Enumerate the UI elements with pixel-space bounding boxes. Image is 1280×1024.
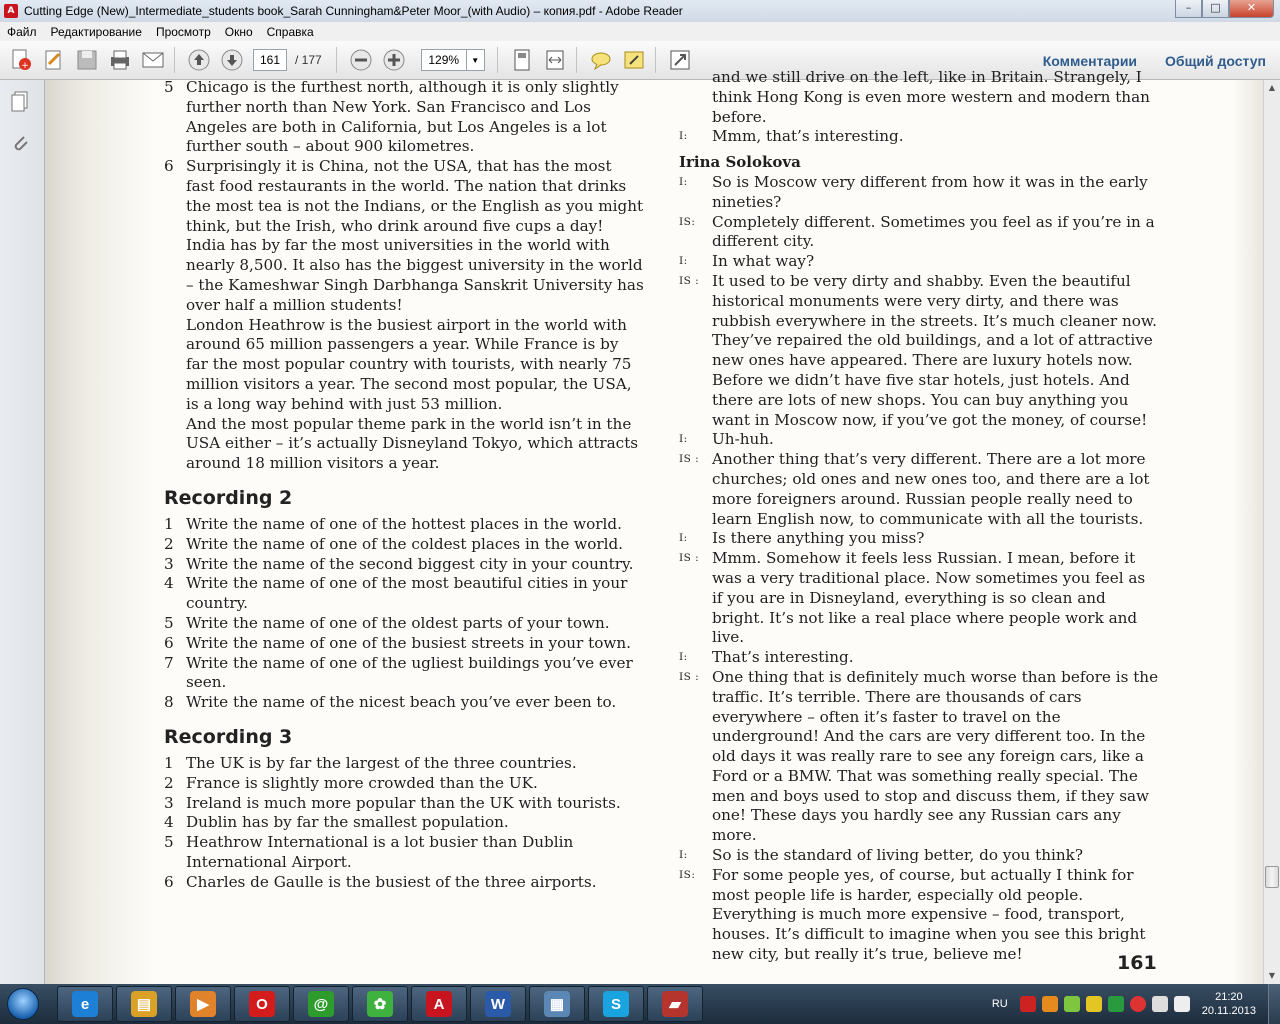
dialogue [679,173,1159,965]
toolbar-separator [497,47,498,73]
item-number: 2 [164,773,174,792]
vertical-scrollbar[interactable] [1263,80,1280,984]
item-text: Charles de Gaulle is the busiest of the three airports. [186,872,597,891]
list-item [164,78,644,157]
taskbar-app-icon: A [426,991,452,1017]
item-text: Write the name of the second biggest city in your country. [186,554,634,573]
app-tray-icon[interactable] [1130,996,1146,1012]
scroll-up-icon[interactable]: ▲ [1268,83,1276,92]
item-text: Write the name of one of the hottest places in the world. [186,514,622,533]
dialogue-line [679,668,1159,846]
zoom-in-icon[interactable] [379,45,409,75]
item-text: Chicago is the furthest north, although it is only slightly further north than New York. San Francisco and Los Angeles are both in California, but Los Angeles is a lot further south – about 900 kilometres. [186,78,619,156]
windows-logo-icon [7,988,39,1020]
speaker-label: I: [679,651,688,664]
item-number: 1 [164,753,174,772]
print-icon[interactable] [105,45,135,75]
highlight-icon[interactable] [619,45,649,75]
list-item [164,654,644,694]
dialogue-line [679,252,1159,272]
close-button[interactable]: ✕ [1229,0,1274,18]
menu-view[interactable]: Просмотр [155,24,211,39]
item-number: 7 [164,653,174,672]
navigation-pane [0,80,45,984]
list-item [164,555,644,575]
start-button[interactable] [0,984,46,1024]
item-number: 4 [164,813,174,832]
item-number: 6 [164,633,174,652]
taskbar-app-icon: O [249,991,275,1017]
dialogue-line [679,68,1159,127]
zoom-out-icon[interactable] [346,45,376,75]
dialogue-line [679,213,1159,253]
speaker-label: IS : [679,274,700,287]
minimize-button[interactable]: – [1175,0,1202,18]
maximize-button[interactable]: □ [1202,0,1229,18]
dialogue-text: So is Moscow very different from how it was in the early nineties? [712,172,1148,211]
page-number-input[interactable]: 161 [253,49,287,71]
dialogue-text: For some people yes, of course, but actually I think for most people life is harder, especially old people. Everything is much more expensive – food, transport, houses. It’s difficult to imagine when you see this bright new city, but really it’s true, believe me! [712,865,1146,964]
list-item [164,614,644,634]
network-icon[interactable] [1152,996,1168,1012]
taskbar-app-button[interactable] [293,986,349,1022]
dialogue-line [679,648,1159,668]
menu-edit[interactable]: Редактирование [50,24,142,39]
item-number: 3 [164,554,174,573]
item-text: Dublin has by far the smallest population. [186,813,509,832]
attachments-icon[interactable] [9,132,31,154]
item-text: Write the name of one of the oldest parts of your town. [186,613,610,632]
page-number: 161 [1117,952,1157,974]
dialogue-text: In what way? [712,252,815,271]
show-desktop-button[interactable] [1268,984,1280,1024]
dialogue-line [679,866,1159,965]
item-number: 4 [164,574,174,593]
speaker-label: IS : [679,453,700,466]
window-controls [1175,0,1274,18]
volume-icon[interactable] [1174,996,1190,1012]
taskbar-app-button[interactable] [175,986,231,1022]
taskbar-app-button[interactable] [57,986,113,1022]
speaker-name: Irina Solokova [679,153,801,172]
page-thumbnails-icon[interactable] [9,90,31,112]
window-title: Cutting Edge (New)_Intermediate_students book_Sarah Cunningham&Peter Moor_(with Audio) – копия.pdf - Adobe Reader [24,4,683,18]
item-number: 8 [164,693,174,712]
clock[interactable] [1202,990,1256,1018]
list-item [164,794,644,814]
comment-icon[interactable] [586,45,616,75]
taskbar-app-icon: S [603,991,629,1017]
menu-help[interactable]: Справка [266,24,314,39]
item-text: Write the name of one of the coldest places in the world. [186,534,624,553]
item-text: Write the name of one of the ugliest buildings you’ve ever seen. [186,653,633,692]
list-item [164,634,644,654]
paragraph: India has by far the most universities in the world with nearly 8,500. It also has the biggest university in the world – the Kameshwar Singh Darbhanga Sanskrit University has over half a million students! [186,236,644,314]
list-item [164,157,644,236]
clock-time: 21:20 [1215,991,1243,1003]
speaker-label: IS : [679,670,700,683]
page-total: / 177 [295,53,322,67]
create-pdf-icon[interactable] [6,45,36,75]
dialogue-text: It used to be very dirty and shabby. Even the beautiful historical monuments were very dirty, and there was rubbish everywhere in the streets. It’s much cleaner now. They’ve repaired the old buildings, and a lot of attractive new ones have appeared. There are luxury hotels now. Before we didn’t have five star hotels, just hotels. And there are lots of new shops. You can buy anything you want in Moscow now, if you’ve got the money, of course! [712,271,1157,429]
item-number: 2 [164,534,174,553]
taskbar-app-button[interactable] [352,986,408,1022]
right-column [679,68,1159,965]
speaker-label: I: [679,255,688,268]
menu-bar [0,22,1280,41]
taskbar-app-button[interactable] [116,986,172,1022]
item-text: Heathrow International is a lot busier than Dublin International Airport. [186,833,574,871]
left-column [164,78,644,892]
adobe-reader-app-icon[interactable]: A [4,4,18,18]
antivirus-tray-icon[interactable] [1020,996,1036,1012]
item-text: Write the name of the nicest beach you’ve ever been to. [186,693,617,712]
speaker-label: IS : [679,552,700,565]
taskbar-app-icon: ▦ [544,991,570,1017]
list-item [164,873,644,893]
dialogue-line [679,430,1159,450]
item-text: France is slightly more crowded than the UK. [186,773,538,792]
taskbar-app-icon: ✿ [367,991,393,1017]
scroll-down-icon[interactable]: ▼ [1268,971,1276,980]
recording-3-list [164,754,644,893]
toolbar-separator [336,47,337,73]
taskbar-app-icon: W [485,991,511,1017]
recording-2-heading: Recording 2 [164,486,293,509]
app-tray-icon[interactable] [1042,996,1058,1012]
speaker-label: IS: [679,215,696,228]
dialogue-text: Is there anything you miss? [712,529,925,548]
dialogue-line [679,272,1159,430]
list-item [164,515,644,535]
app-tray-icon[interactable] [1064,996,1080,1012]
recording-3-heading: Recording 3 [164,725,293,748]
dialogue-text: Mmm, that’s interesting. [712,127,904,146]
comments-pane-button[interactable]: Комментарии [1042,52,1138,69]
dialogue-text: So is the standard of living better, do you think? [712,846,1083,865]
app-tray-icon[interactable] [1086,996,1102,1012]
toolbar-separator [576,47,577,73]
system-tray [992,984,1280,1024]
windows-taskbar [0,984,1280,1024]
dialogue-text: and we still drive on the left, like in Britain. Strangely, I think Hong Kong is even more western and modern than before. [712,68,1150,126]
item-number: 6 [164,157,174,176]
taskbar-app-button[interactable] [470,986,526,1022]
taskbar-app-icon: e [72,991,98,1017]
dialogue-text: Another thing that’s very different. There are a lot more churches; old ones and new ones too, and there are a lot more foreigners around. Russian people really need to learn English now, to communicate with all the tourists. [712,450,1150,528]
dialogue-text: Mmm. Somehow it feels less Russian. I mean, before it was a very traditional place. Now sometimes you feel as if you are in Disneyland, everything is so clean and bright. It’s not like a real place where people work and live. [712,549,1146,647]
list-item [164,774,644,794]
list-item [164,813,644,833]
speaker-label: I: [679,532,688,545]
page-up-icon[interactable] [184,45,214,75]
item-text: Surprisingly it is China, not the USA, that has the most fast food restaurants in the world. The nation that drinks the most tea is not the Indians, or the English as you might think, but the Irish, who drink around five cups a day! [186,157,644,235]
item-number: 3 [164,793,174,812]
zoom-dropdown-icon[interactable]: ▼ [467,49,485,71]
app-tray-icon[interactable] [1108,996,1124,1012]
page-down-icon[interactable] [217,45,247,75]
item-text: Write the name of one of the most beautiful cities in your country. [186,574,628,613]
dialogue-line [679,529,1159,549]
title-bar[interactable] [0,0,1280,22]
item-text: Write the name of one of the busiest streets in your town. [186,633,631,652]
item-number: 5 [164,833,174,852]
item-number: 1 [164,514,174,533]
taskbar-app-button[interactable] [234,986,290,1022]
fit-page-icon[interactable] [507,45,537,75]
speaker-label: I: [679,433,688,446]
taskbar-app-icon: ▰ [662,991,688,1017]
page-gutter-shadow [45,80,155,984]
list-item [164,833,644,873]
dialogue-line [679,127,1159,147]
taskbar-app-icon: ▤ [131,991,157,1017]
language-indicator[interactable]: RU [991,998,1008,1010]
save-icon[interactable] [72,45,102,75]
fit-width-icon[interactable] [540,45,570,75]
taskbar-app-button[interactable] [588,986,644,1022]
clock-date: 20.11.2013 [1201,1005,1256,1017]
list-item [164,535,644,555]
document-view[interactable] [45,68,1263,984]
item-text: The UK is by far the largest of the three countries. [186,753,577,772]
paragraph: London Heathrow is the busiest airport in the world with around 65 million passengers a year. While France is by far the most popular country with tourists, with nearly 75 million visitors a year. The second most popular, the USA, is a long way behind with just 53 million. [186,315,632,413]
list-item [164,754,644,774]
list-item [164,574,644,614]
paragraph: And the most popular theme park in the world isn’t in the USA either – it’s actually Disneyland Tokyo, which attracts around 18 million visitors a year. [186,414,639,473]
toolbar-separator [174,47,175,73]
page-edge-shadow [1233,80,1263,984]
speaker-label: I: [679,175,688,188]
item-text: Ireland is much more popular than the UK with tourists. [186,793,621,812]
menu-window[interactable]: Окно [224,24,253,39]
menu-file[interactable]: Файл [7,24,37,39]
taskbar-apps [54,986,703,1022]
dialogue-line [679,173,1159,213]
dialogue-line [679,450,1159,529]
speaker-label: I: [679,849,688,862]
scroll-thumb[interactable] [1265,866,1279,888]
svg-text:+: + [21,61,29,71]
taskbar-app-button[interactable] [647,986,703,1022]
speaker-label: I: [679,130,688,143]
item-number: 5 [164,613,174,632]
taskbar-app-button[interactable] [529,986,585,1022]
speaker-label: IS: [679,868,696,881]
dialogue-text: That’s interesting. [712,648,854,667]
dialogue-line [679,549,1159,648]
item-number: 5 [164,78,174,96]
taskbar-app-icon: @ [308,991,334,1017]
dialogue-text: Uh-huh. [712,430,774,449]
list-item [164,693,644,713]
edit-icon[interactable] [39,45,69,75]
dialogue-text: Completely different. Sometimes you feel as if you’re in a different city. [712,212,1155,251]
taskbar-app-button[interactable] [411,986,467,1022]
dialogue-text: One thing that is definitely much worse than before is the traffic. It’s terrible. There are thousands of cars everywhere – often it’s faster to travel on the underground! And the cars are very different too. In the old days it was really rare to see any foreign cars, like a Ford or a BMW. That was something really special. The men and boys used to stop and discuss them, if they saw one! These days you hardly see any Russian cars any more. [712,667,1159,845]
dialogue-line [679,846,1159,866]
item-number: 6 [164,872,174,891]
zoom-input[interactable]: 129% [421,49,467,71]
taskbar-app-icon: ▶ [190,991,216,1017]
recording-2-list [164,515,644,713]
toolbar-separator [655,47,656,73]
email-icon[interactable] [138,45,168,75]
share-pane-button[interactable]: Общий доступ [1165,52,1266,69]
